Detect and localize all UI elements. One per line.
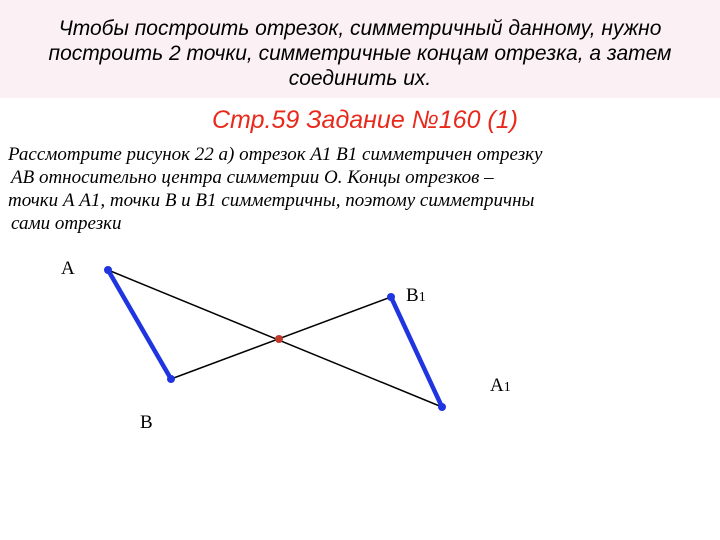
label-a: А — [61, 258, 75, 279]
point-a — [104, 266, 112, 274]
label-a1-main: А — [490, 375, 504, 396]
segment-a1b1 — [391, 297, 442, 407]
rule-text: Чтобы построить отрезок, симметричный данному, нужно построить 2 точки, симметричные концам отрезка, а затем соединить их. — [48, 17, 672, 90]
label-b1 — [406, 285, 426, 306]
explanation-line-3: точки А А1, точки В и В1 симметричны, поэтому симметричны — [8, 190, 535, 211]
line-a-a1 — [108, 270, 442, 407]
point-b — [167, 375, 175, 383]
label-b1-main: В — [406, 285, 419, 306]
segment-ab — [108, 270, 171, 379]
point-a1 — [438, 403, 446, 411]
explanation-line-2: АВ относительно центра симметрии О. Концы отрезков – — [11, 167, 494, 188]
task-title: Стр.59 Задание №160 (1) — [212, 106, 518, 134]
label-a1-sub: 1 — [503, 380, 511, 395]
label-b: В — [140, 412, 153, 433]
label-b1-sub: 1 — [418, 290, 426, 305]
point-b1 — [387, 293, 395, 301]
label-a1 — [490, 375, 511, 396]
explanation-line-1: Рассмотрите рисунок 22 а) отрезок А1 В1 симметричен отрезку — [8, 144, 543, 165]
explanation-line-4: сами отрезки — [11, 213, 122, 234]
center-point-o — [275, 335, 283, 343]
